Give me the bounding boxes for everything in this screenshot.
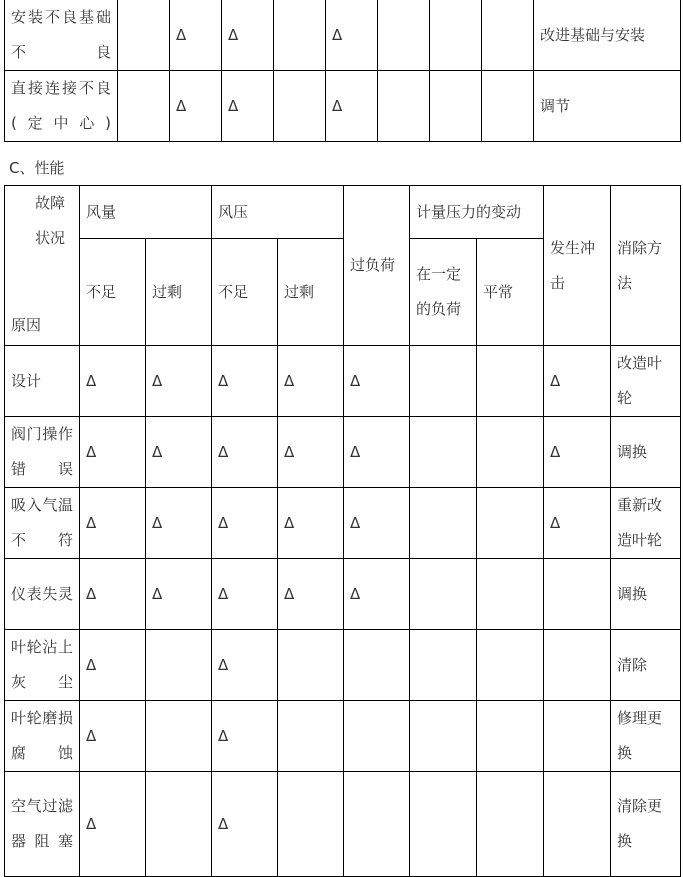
mark-cell: Δ <box>326 71 378 142</box>
table-row <box>5 346 681 417</box>
mark-cell <box>477 488 544 559</box>
table-row <box>5 488 681 559</box>
cause-cell: 安装不良基础不良 <box>5 0 118 71</box>
mark-cell <box>482 71 534 142</box>
remedy-cell: 清除更换 <box>611 772 681 877</box>
mark-cell: Δ <box>278 417 344 488</box>
remedy-cell: 调节 <box>534 71 681 142</box>
corner-header-bottom: 原因 <box>11 316 42 334</box>
mark-cell: Δ <box>344 488 410 559</box>
remedy-cell: 调换 <box>611 559 681 630</box>
mark-cell: Δ <box>80 346 146 417</box>
normal-header: 平常 <box>477 239 544 346</box>
air-volume-excess-header: 过剩 <box>146 239 212 346</box>
remedy-cell: 调换 <box>611 417 681 488</box>
cause-cell: 空气过滤器阻塞 <box>5 772 80 877</box>
mark-cell <box>410 346 477 417</box>
cause-cell: 阀门操作错误 <box>5 417 80 488</box>
mark-cell: Δ <box>80 417 146 488</box>
header-row <box>5 186 681 239</box>
cause-cell: 叶轮沾上灰尘 <box>5 630 80 701</box>
mark-cell <box>477 417 544 488</box>
mark-cell: Δ <box>212 701 278 772</box>
mark-cell <box>477 630 544 701</box>
remedy-cell: 改造叶轮 <box>611 346 681 417</box>
mark-cell <box>278 701 344 772</box>
mark-cell: Δ <box>146 559 212 630</box>
mark-cell <box>378 71 430 142</box>
mark-cell: Δ <box>146 488 212 559</box>
mark-cell: Δ <box>212 346 278 417</box>
cause-cell: 直接连接不良(定中心) <box>5 71 118 142</box>
air-pressure-excess-header: 过剩 <box>278 239 344 346</box>
section-title: C、性能 <box>9 159 65 177</box>
mark-cell <box>344 701 410 772</box>
mark-cell: Δ <box>170 0 222 71</box>
mark-cell <box>146 630 212 701</box>
mark-cell <box>146 701 212 772</box>
surge-header: 发生冲击 <box>544 186 611 346</box>
mark-cell <box>146 772 212 877</box>
remedy-cell: 重新改造叶轮 <box>611 488 681 559</box>
mark-cell <box>274 0 326 71</box>
cause-cell: 吸入气温不符 <box>5 488 80 559</box>
air-pressure-header: 风压 <box>212 186 344 239</box>
mark-cell: Δ <box>80 559 146 630</box>
table-row <box>5 0 681 71</box>
mark-cell <box>482 0 534 71</box>
table-row <box>5 701 681 772</box>
air-pressure-insufficient-header: 不足 <box>212 239 278 346</box>
performance-fault-table <box>4 185 681 877</box>
table-row <box>5 559 681 630</box>
table-row <box>5 417 681 488</box>
mark-cell <box>544 630 611 701</box>
mark-cell <box>410 701 477 772</box>
mark-cell <box>410 559 477 630</box>
mark-cell <box>378 0 430 71</box>
mark-cell <box>477 701 544 772</box>
mark-cell: Δ <box>80 488 146 559</box>
corner-header-cell <box>5 186 80 346</box>
mark-cell <box>278 772 344 877</box>
mark-cell <box>477 346 544 417</box>
mark-cell: Δ <box>278 346 344 417</box>
mark-cell: Δ <box>80 630 146 701</box>
certain-load-header: 在一定的负荷 <box>410 239 477 346</box>
mark-cell: Δ <box>326 0 378 71</box>
cause-cell: 叶轮磨损腐蚀 <box>5 701 80 772</box>
mark-cell: Δ <box>212 772 278 877</box>
cause-cell: 仪表失灵 <box>5 559 80 630</box>
overload-header: 过负荷 <box>344 186 410 346</box>
mark-cell <box>410 772 477 877</box>
table-row <box>5 71 681 142</box>
mark-cell: Δ <box>344 559 410 630</box>
mark-cell: Δ <box>146 346 212 417</box>
mark-cell: Δ <box>222 71 274 142</box>
mark-cell <box>477 772 544 877</box>
mark-cell: Δ <box>146 417 212 488</box>
mark-cell <box>544 701 611 772</box>
mark-cell <box>278 630 344 701</box>
mark-cell: Δ <box>80 772 146 877</box>
mark-cell: Δ <box>544 488 611 559</box>
mark-cell <box>430 71 482 142</box>
mark-cell: Δ <box>212 559 278 630</box>
table-row <box>5 630 681 701</box>
air-volume-insufficient-header: 不足 <box>80 239 146 346</box>
mark-cell: Δ <box>170 71 222 142</box>
mark-cell <box>118 71 170 142</box>
mark-cell: Δ <box>278 488 344 559</box>
mark-cell <box>544 772 611 877</box>
mark-cell: Δ <box>544 346 611 417</box>
mark-cell: Δ <box>212 488 278 559</box>
remedy-cell: 改进基础与安装 <box>534 0 681 71</box>
mark-cell: Δ <box>344 417 410 488</box>
fault-table-top <box>4 0 681 142</box>
mark-cell: Δ <box>344 346 410 417</box>
remedy-cell: 清除 <box>611 630 681 701</box>
air-volume-header: 风量 <box>80 186 212 239</box>
corner-header-top: 故障状况 <box>35 194 66 247</box>
mark-cell <box>430 0 482 71</box>
remedy-cell: 修理更换 <box>611 701 681 772</box>
mark-cell <box>344 772 410 877</box>
mark-cell <box>410 630 477 701</box>
mark-cell: Δ <box>278 559 344 630</box>
remedy-header: 消除方法 <box>611 186 681 346</box>
mark-cell <box>477 559 544 630</box>
mark-cell <box>118 0 170 71</box>
mark-cell <box>344 630 410 701</box>
metered-pressure-header: 计量压力的变动 <box>410 186 544 239</box>
table-row <box>5 772 681 877</box>
cause-cell: 设计 <box>5 346 80 417</box>
mark-cell <box>274 71 326 142</box>
mark-cell: Δ <box>212 630 278 701</box>
mark-cell <box>410 417 477 488</box>
mark-cell: Δ <box>544 417 611 488</box>
mark-cell <box>544 559 611 630</box>
mark-cell <box>410 488 477 559</box>
mark-cell: Δ <box>222 0 274 71</box>
mark-cell: Δ <box>80 701 146 772</box>
mark-cell: Δ <box>212 417 278 488</box>
